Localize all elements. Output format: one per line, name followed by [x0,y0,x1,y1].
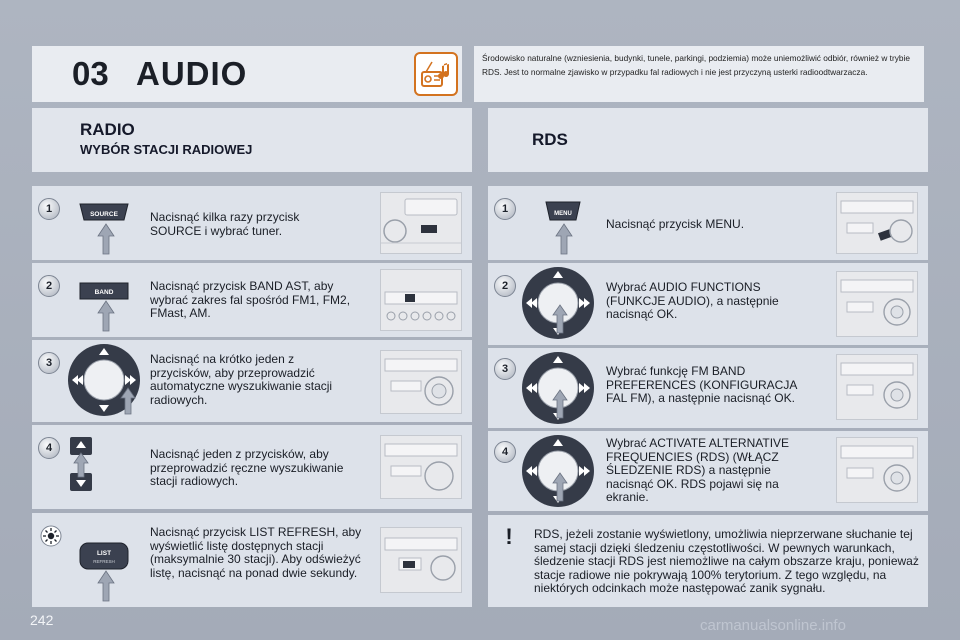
svg-text:SOURCE: SOURCE [90,211,118,218]
page-number: 242 [30,612,54,628]
radio-panel-image [380,269,462,331]
radio-step-2 [32,263,472,337]
radio-step-1 [32,186,472,260]
step-text: Nacisnąć przycisk BAND AST, aby wybrać zakres fal spośród FM1, FM2, FMast, AM. [150,279,351,320]
radio-subtitle: WYBÓR STACJI RADIOWEJ [80,142,253,157]
radio-panel-image [380,350,462,414]
band-key-icon [76,273,136,333]
svg-text:MENU: MENU [554,211,572,217]
chapter-header [32,46,462,102]
radio-panel-image [380,435,462,499]
step-text: Wybrać funkcję FM BAND PREFERENCES (KONFIGURACJA FAL FM), a następnie nacisnąć OK. [606,364,797,405]
nav-dial-ok-icon [520,350,600,428]
rds-title: RDS [532,130,568,149]
step-number: 1 [494,198,516,220]
tip-sun-icon [40,525,62,547]
nav-dial-ok-icon [520,265,600,345]
menu-key-icon [542,196,598,256]
chapter-number: 03 [72,55,109,92]
radio-panel-image [836,354,918,420]
radio-tip [32,513,472,607]
radio-step-3 [32,340,472,422]
svg-text:LIST: LIST [96,550,112,557]
rds-warning [488,515,928,607]
step-text: Wybrać AUDIO FUNCTIONS (FUNKCJE AUDIO), a następnie nacisnąć OK. [606,280,779,321]
svg-text:REFRESH: REFRESH [93,559,115,564]
environment-note: Środowisko naturalne (wzniesienia, budynki, tunele, parkingi, podziemia) może uniemożliwić odbiór, również w trybie RDS. Jest to normalne zjawisko w przypadku fal radiowych i nie jest przyczyną usterki radioodtwarzacza. [474,46,924,102]
step-number: 3 [494,358,516,380]
step-number: 2 [38,275,60,297]
rds-step-3 [488,348,928,428]
warning-text: RDS, jeżeli zostanie wyświetlony, umożliwia nieprzerwane słuchanie tej samej stacji dzięki śledzeniu częstotliwości. W pewnych warunkach, śledzenie stacji RDS jest niemożliwe na całym obszarze kraju, ponieważ stacje radiowe nie pokrywają 100% terytorium. Z tego względu, na niektórych odcinkach może następować zanik sygnału. [534,527,919,595]
chapter-title: AUDIO [136,55,248,92]
radio-panel-image [380,192,462,254]
warning-icon: ! [505,524,513,549]
step-text: Nacisnąć kilka razy przycisk SOURCE i wybrać tuner. [150,210,300,238]
step-number: 1 [38,198,60,220]
tip-text: Nacisnąć przycisk LIST REFRESH, aby wyświetlić listę dostępnych stacji (maksymalnie 30 stacji). Aby odświeżyć listę, nacisnąć na ponad dwie sekundy. [150,525,362,580]
manual-seek-keys-icon [66,433,126,505]
rds-step-1 [488,186,928,260]
watermark: carmanualsonline.info [700,617,846,634]
radio-section-header [32,108,472,172]
rds-step-4 [488,431,928,511]
radio-panel-image [836,192,918,254]
rds-section-header [488,108,928,172]
step-text: Nacisnąć jeden z przycisków, aby przeprowadzić ręczne wyszukiwanie stacji radiowych. [150,447,344,488]
list-refresh-key-icon [76,539,136,605]
step-text: Wybrać ACTIVATE ALTERNATIVE FREQUENCIES (RDS) (WŁĄCZ ŚLEDZENIE RDS) a następnie nacisnąć OK. RDS pojawi się na ekranie. [606,436,790,504]
step-number: 4 [38,437,60,459]
radio-panel-image [836,437,918,503]
nav-dial-ok-icon [520,433,600,511]
step-number: 4 [494,441,516,463]
radio-title: RADIO [80,120,135,139]
nav-dial-auto-seek-icon [66,342,146,420]
step-text: Nacisnąć przycisk MENU. [606,217,745,231]
source-key-icon [76,196,136,256]
rds-step-2 [488,263,928,345]
step-text: Nacisnąć na krótko jeden z przycisków, aby przeprowadzić automatyczne wyszukiwanie stacji radiowych. [150,352,333,407]
radio-panel-image [836,271,918,337]
radio-music-icon [414,52,458,96]
radio-panel-image [380,527,462,593]
step-number: 2 [494,275,516,297]
step-number: 3 [38,352,60,374]
svg-text:BAND: BAND [94,289,114,296]
radio-step-4 [32,425,472,509]
